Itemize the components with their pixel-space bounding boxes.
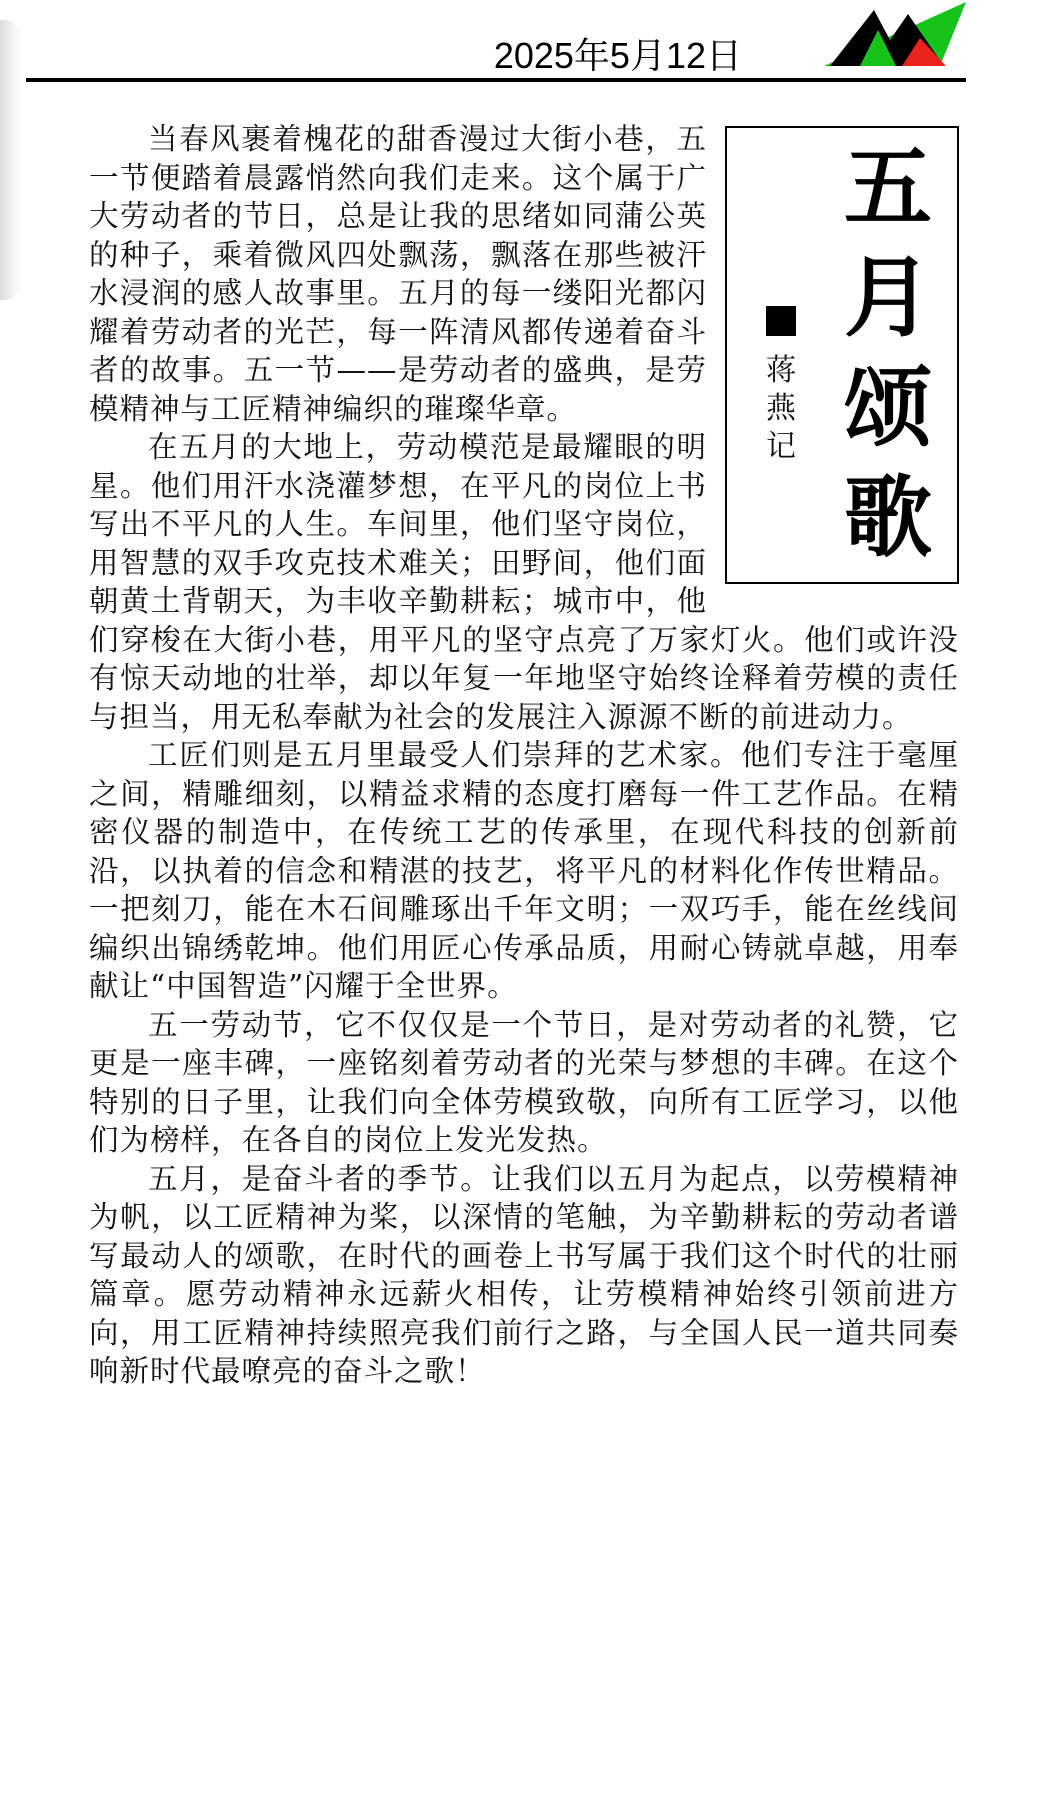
green-red-mountain-logo-icon (816, 0, 966, 74)
title-char: 月 (843, 245, 932, 349)
byline-square-icon (766, 306, 796, 336)
title-box (725, 126, 959, 584)
byline (761, 306, 801, 466)
title-char: 歌 (843, 465, 932, 569)
paragraph: 在五月的大地上，劳动模范是最耀眼的明星。他们用汗水浇灌梦想，在平凡的岗位上书写出不平凡的人生。车间里，他们坚守岗位，用智慧的双手攻克技术难关；田野间，他们面朝黄土背朝天，为丰收辛勤耕耘；城市中，他们穿梭在大街小巷，用平凡的坚守点亮了万家灯火。他们或许没有惊天动地的壮举，却以年复一年地坚守始终诠释着劳模的责任与担当，用无私奉献为社会的发展注入源源不断的前进动力。 (89, 430, 959, 734)
paragraph: 五一劳动节，它不仅仅是一个节日，是对劳动者的礼赞，它更是一座丰碑，一座铭刻着劳动者的光荣与梦想的丰碑。在这个特别的日子里，让我们向全体劳模致敬，向所有工匠学习，以他们为榜样，在各自的岗位上发光发热。 (89, 1007, 959, 1157)
page-edge-shadow (0, 20, 22, 300)
title-char: 颂 (843, 355, 932, 459)
article (89, 120, 959, 1391)
author-name: 蒋 燕 记 (766, 353, 796, 464)
title-char: 五 (843, 135, 932, 239)
header-rule (26, 78, 966, 82)
issue-date: 2025年5月12日 (493, 35, 742, 76)
article-title (833, 132, 943, 572)
paragraph: 五月，是奋斗者的季节。让我们以五月为起点，以劳模精神为帆，以工匠精神为桨，以深情的笔触，为辛勤耕耘的劳动者谱写最动人的颂歌，在时代的画卷上书写属于我们这个时代的壮丽篇章。愿劳动精神永远薪火相传，让劳模精神始终引领前进方向，用工匠精神持续照亮我们前行之路，与全国人民一道共同奏响新时代最嘹亮的奋斗之歌！ (89, 1161, 959, 1388)
page-header (26, 0, 966, 84)
paragraph: 工匠们则是五月里最受人们崇拜的艺术家。他们专注于毫厘之间，精雕细刻，以精益求精的态度打磨每一件工艺作品。在精密仪器的制造中，在传统工艺的传承里，在现代科技的创新前沿，以执着的信念和精湛的技艺，将平凡的材料化作传世精品。一把刻刀，能在木石间雕琢出千年文明；一双巧手，能在丝线间编织出锦绣乾坤。他们用匠心传承品质，用耐心铸就卓越，用奉献让“中国智造”闪耀于全世界。 (89, 738, 959, 1003)
paragraph: 当春风裹着槐花的甜香漫过大街小巷，五一节便踏着晨露悄然向我们走来。这个属于广大劳动者的节日，总是让我的思绪如同蒲公英的种子，乘着微风四处飘荡，飘落在那些被汗水浸润的感人故事里。五月的每一缕阳光都闪耀着劳动者的光芒，每一阵清风都传递着奋斗者的故事。五一节——是劳动者的盛典，是劳模精神与工匠精神编织的璀璨华章。 (89, 122, 707, 426)
